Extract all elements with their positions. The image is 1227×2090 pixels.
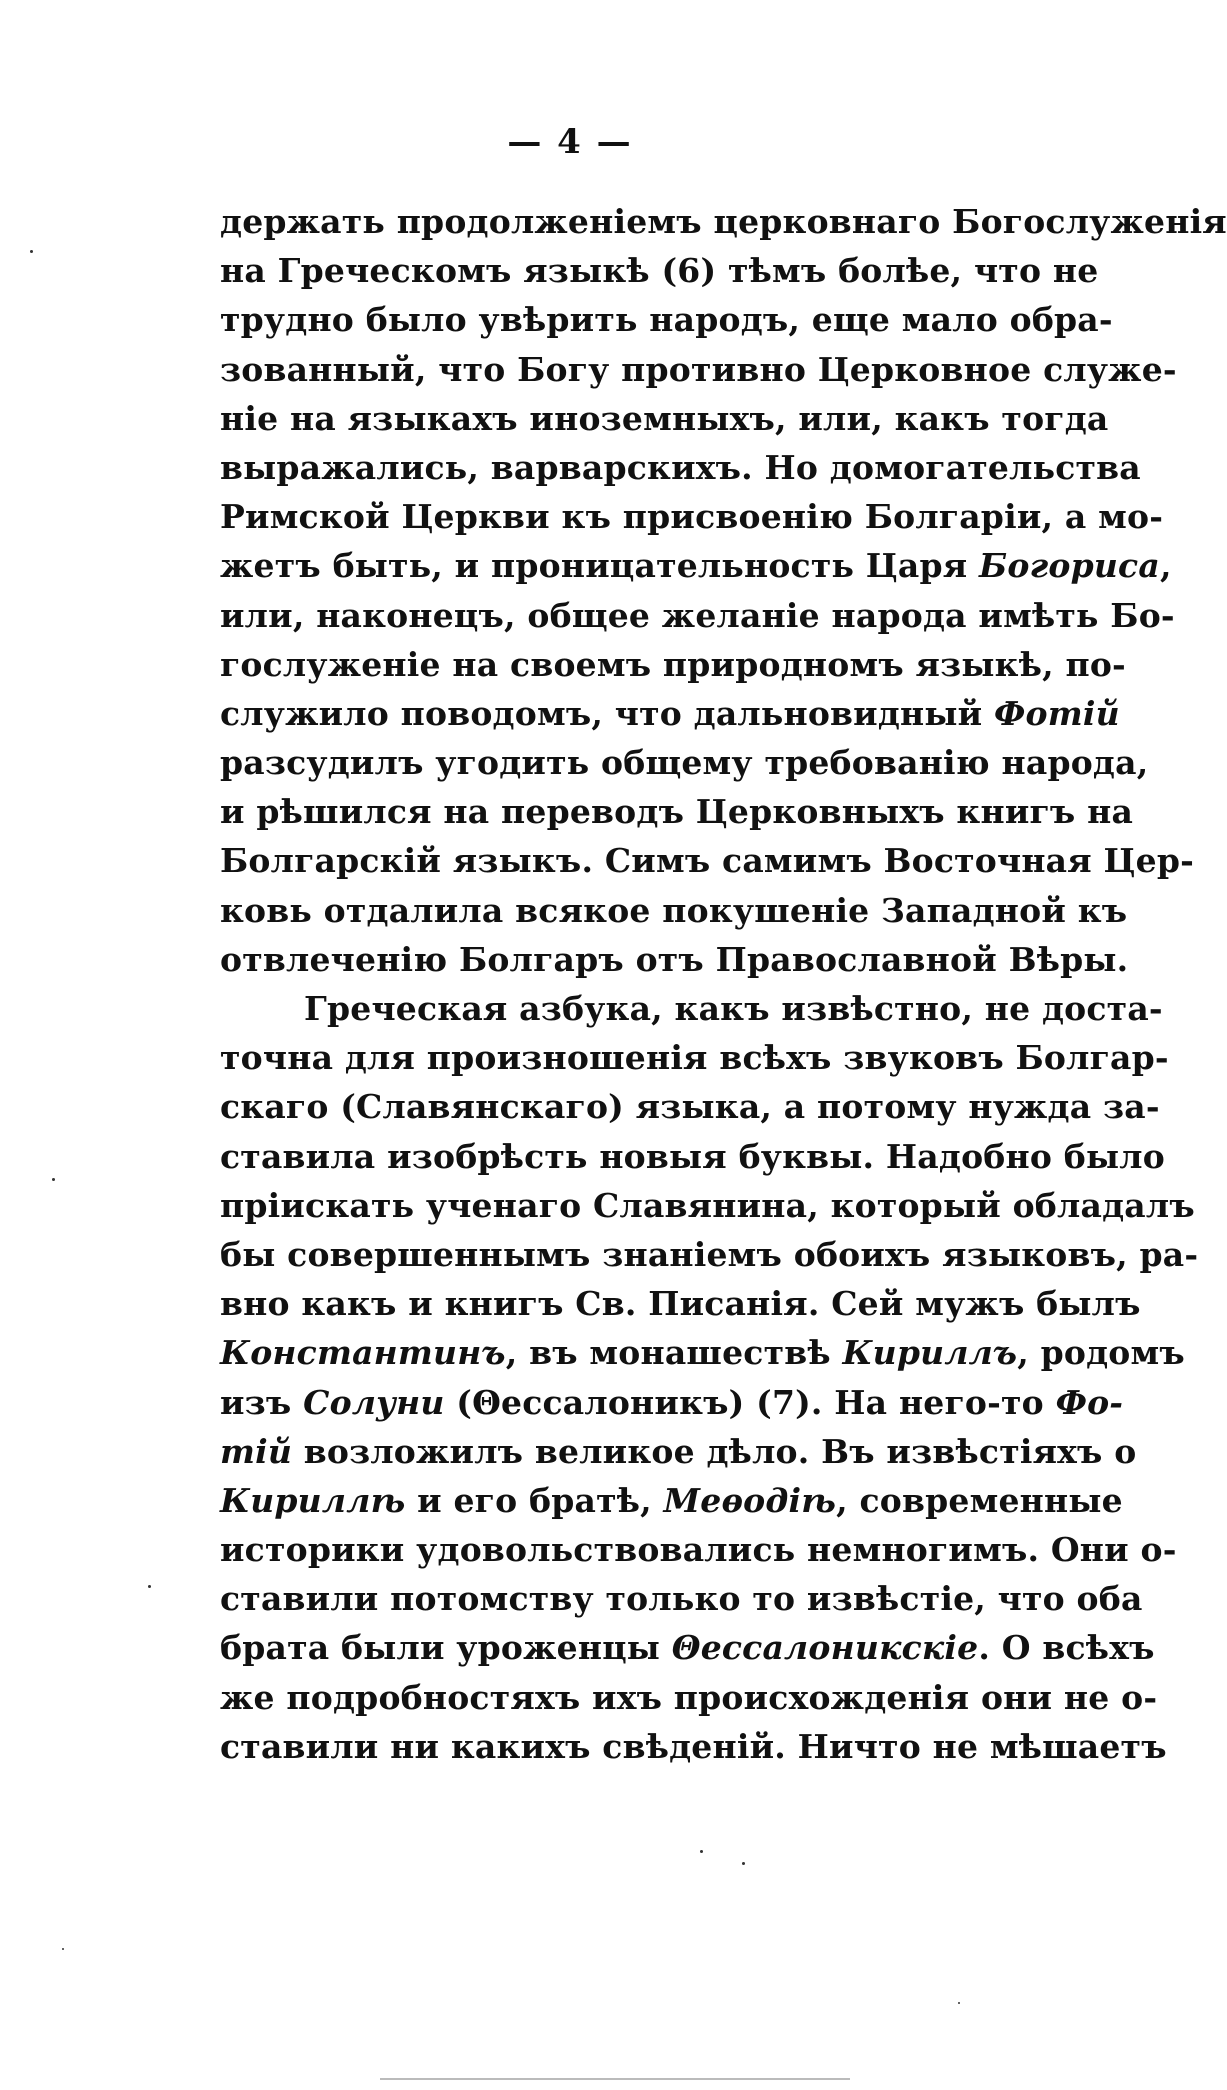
text-line bbox=[220, 1378, 1124, 1427]
text-line: держать продолженіемъ церковнаго Богослуженія bbox=[220, 202, 1227, 241]
italic-name: Меѳодіѣ bbox=[663, 1480, 837, 1520]
italic-name: Константинъ bbox=[220, 1333, 506, 1373]
text-line: ставили потомству только то извѣстіе, что оба bbox=[220, 1579, 1143, 1619]
text-run: возложилъ великое дѣло. Въ извѣстіяхъ о bbox=[292, 1431, 1137, 1471]
text-line: ставила изобрѣсть новыя буквы. Надобно было bbox=[220, 1136, 1165, 1176]
text-line: трудно было увѣрить народъ, еще мало обра- bbox=[220, 300, 1113, 340]
text-line: отвлеченію Болгаръ отъ Православной Вѣры. bbox=[220, 939, 1129, 979]
text-run: , родомъ bbox=[1017, 1333, 1185, 1373]
body-text bbox=[220, 197, 1227, 1771]
scan-speck bbox=[742, 1862, 745, 1865]
text-line: бы совершеннымъ знаніемъ обоихъ языковъ, ра- bbox=[220, 1234, 1199, 1274]
text-line: ставили ни какихъ свѣденій. Ничто не мѣшаетъ bbox=[220, 1726, 1167, 1766]
text-line bbox=[220, 689, 1120, 738]
italic-name: Θессалоникскіе bbox=[671, 1628, 979, 1668]
text-run: , въ монашествѣ bbox=[505, 1333, 843, 1373]
text-line: зованный, что Богу противно Церковное служе- bbox=[220, 349, 1177, 389]
text-line: Римской Церкви къ присвоенію Болгаріи, а мо- bbox=[220, 497, 1164, 537]
italic-name: Фотій bbox=[994, 693, 1120, 733]
text-line: или, наконецъ, общее желаніе народа имѣть Бо- bbox=[220, 595, 1175, 635]
text-run: служило поводомъ, что дальновидный bbox=[220, 693, 995, 733]
text-run: брата были уроженцы bbox=[220, 1628, 672, 1668]
scan-speck bbox=[30, 250, 33, 253]
italic-name: Кириллѣ bbox=[220, 1480, 406, 1520]
scan-speck bbox=[148, 1585, 151, 1588]
italic-name: тій bbox=[220, 1431, 293, 1471]
text-line: же подробностяхъ ихъ происхожденія они не о- bbox=[220, 1677, 1158, 1717]
scan-speck bbox=[700, 1850, 703, 1853]
text-run: . О всѣхъ bbox=[978, 1628, 1155, 1668]
text-line: ніе на языкахъ иноземныхъ, или, какъ тогда bbox=[220, 398, 1109, 438]
text-run: (Θессалоникъ) (7). На него-то bbox=[444, 1382, 1056, 1422]
text-line: скаго (Славянскаго) языка, а потому нужда за- bbox=[220, 1087, 1160, 1127]
text-line: историки удовольствовались немногимъ. Они о- bbox=[220, 1530, 1177, 1570]
text-line bbox=[220, 1623, 1155, 1672]
text-run: изъ bbox=[220, 1382, 304, 1422]
text-run: , современные bbox=[836, 1480, 1123, 1520]
italic-name: Фо- bbox=[1055, 1382, 1124, 1422]
text-run: и его братѣ, bbox=[405, 1480, 664, 1520]
scan-speck bbox=[52, 1178, 55, 1181]
italic-name: Богориса bbox=[979, 546, 1160, 586]
page-number: — 4 — bbox=[507, 122, 633, 162]
scan-speck bbox=[62, 1948, 64, 1950]
text-line bbox=[220, 541, 1172, 590]
italic-name: Солуни bbox=[303, 1382, 445, 1422]
text-line: точна для произношенія всѣхъ звуковъ Болгар- bbox=[220, 1038, 1169, 1078]
text-line: ковь отдалила всякое покушеніе Западной къ bbox=[220, 890, 1128, 930]
text-line: гослуженіе на своемъ природномъ языкѣ, по- bbox=[220, 644, 1126, 684]
italic-name: Кириллъ bbox=[842, 1333, 1018, 1373]
paragraph-first-line: Греческая азбука, какъ извѣстно, не доста- bbox=[304, 989, 1163, 1028]
text-line: на Греческомъ языкѣ (6) тѣмъ болѣе, что не bbox=[220, 251, 1099, 291]
text-line: Болгарскій языкъ. Симъ самимъ Восточная Цер- bbox=[220, 841, 1194, 881]
scan-edge-line bbox=[380, 2078, 850, 2080]
scan-speck bbox=[958, 2002, 960, 2004]
text-line: разсудилъ угодить общему требованію народа, bbox=[220, 743, 1149, 783]
text-line: и рѣшился на переводъ Церковныхъ книгъ на bbox=[220, 792, 1134, 832]
text-line: вно какъ и книгъ Св. Писанія. Сей мужъ былъ bbox=[220, 1284, 1141, 1324]
text-run: жетъ быть, и проницательность Царя bbox=[220, 546, 979, 586]
text-line: пріискать ученаго Славянина, который обладалъ bbox=[220, 1185, 1195, 1225]
text-line: выражались, варварскихъ. Но домогательства bbox=[220, 447, 1141, 487]
text-line bbox=[220, 1328, 1185, 1377]
text-line bbox=[220, 1476, 1123, 1525]
text-run: , bbox=[1159, 546, 1172, 586]
text-line bbox=[220, 1427, 1137, 1476]
